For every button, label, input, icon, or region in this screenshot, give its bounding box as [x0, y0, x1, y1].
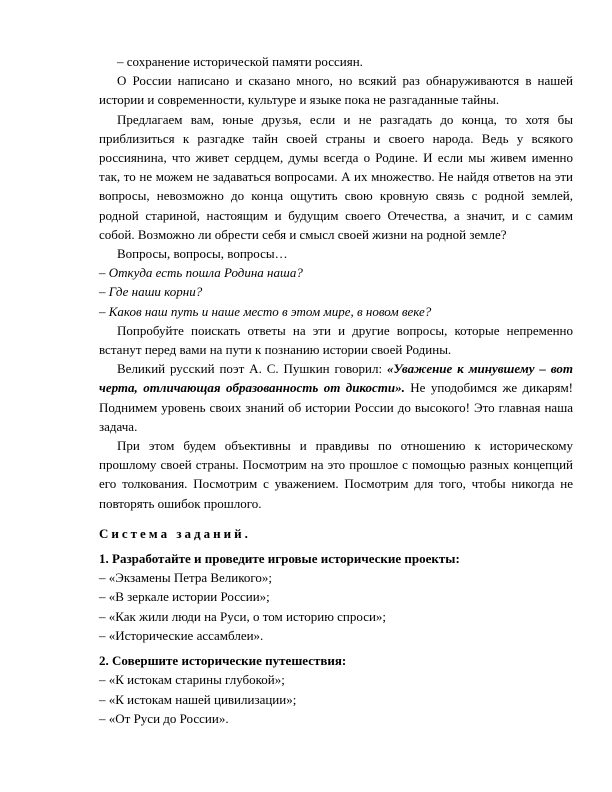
questions-line: Вопросы, вопросы, вопросы…: [117, 246, 288, 262]
document-body: [99, 52, 573, 728]
task-1-item: – «Исторические ассамблеи».: [99, 627, 264, 643]
question-item-2: – Где наши корни?: [99, 284, 203, 300]
task-2-item: – «От Руси до России».: [99, 710, 229, 726]
task-2-item: – «К истокам старины глубокой»;: [99, 672, 285, 688]
task-2-item: – «К истокам нашей цивилизации»;: [99, 691, 297, 707]
task-1-item: – «Экзамены Петра Великого»;: [99, 570, 272, 586]
pushkin-quote: «Уважение к минувшему – вот черта, отличающая образованность от дикости».: [99, 361, 573, 396]
question-item-1: – Откуда есть пошла Родина наша?: [99, 265, 303, 281]
task-1-item: – «Как жили люди на Руси, о том историю спроси»;: [99, 608, 387, 624]
pushkin-after-text: Не уподобимся же дикарям! Поднимем уровень своих знаний об истории России до высокого! Это главная наша задача.: [99, 380, 574, 434]
task-1-title: 1. Разработайте и проведите игровые исторические проекты:: [99, 551, 460, 567]
paragraph-invitation: Предлагаем вам, юные друзья, если и не разгадать до конца, то хотя бы приблизиться к разгадке тайн своей страны и своего народа. Ведь у всякого россиянина, что живет сердцем, думы всегда о Родине. И если мы живем именно так, то не можем не задаваться вопросами. А их множество. Не найдя ответов на эти вопросы, невозможно до конца ощутить свою кровную связь с родной землей, родной стариной, настоящим и будущим своего Отечества, а значит, и с самим собой. Возможно ли обрести себя и смысл своей жизни на родной земле?: [99, 111, 573, 242]
paragraph-pushkin: [99, 359, 573, 436]
paragraph-objectivity: При этом будем объективны и правдивы по отношению к историческому прошлому своей страны. Посмотрим на это прошлое с помощью разных концепций его толкования. Посмотрим с уважением. Посмотрим для того, чтобы никогда не повторять ошибок прошлого.: [99, 438, 573, 511]
paragraph-russia-secrets: О России написано и сказано много, но всякий раз обнаруживаются в нашей истории и современности, культуре и языке пока не разгаданные тайны.: [99, 73, 573, 108]
system-heading: Система заданий.: [99, 525, 251, 541]
question-item-3: – Каков наш путь и наше место в этом мире, в новом веке?: [99, 303, 432, 319]
pushkin-intro-text: Великий русский поэт А. С. Пушкин говорил:: [117, 361, 387, 377]
task-1-item: – «В зеркале истории России»;: [99, 589, 270, 605]
task-2-title: 2. Совершите исторические путешествия:: [99, 653, 347, 669]
paragraph-try-answers: Попробуйте поискать ответы на эти и другие вопросы, которые непременно встанут перед вами на пути к познанию истории своей Родины.: [99, 322, 573, 358]
intro-dash-line: – сохранение исторической памяти россиян.: [117, 54, 363, 69]
